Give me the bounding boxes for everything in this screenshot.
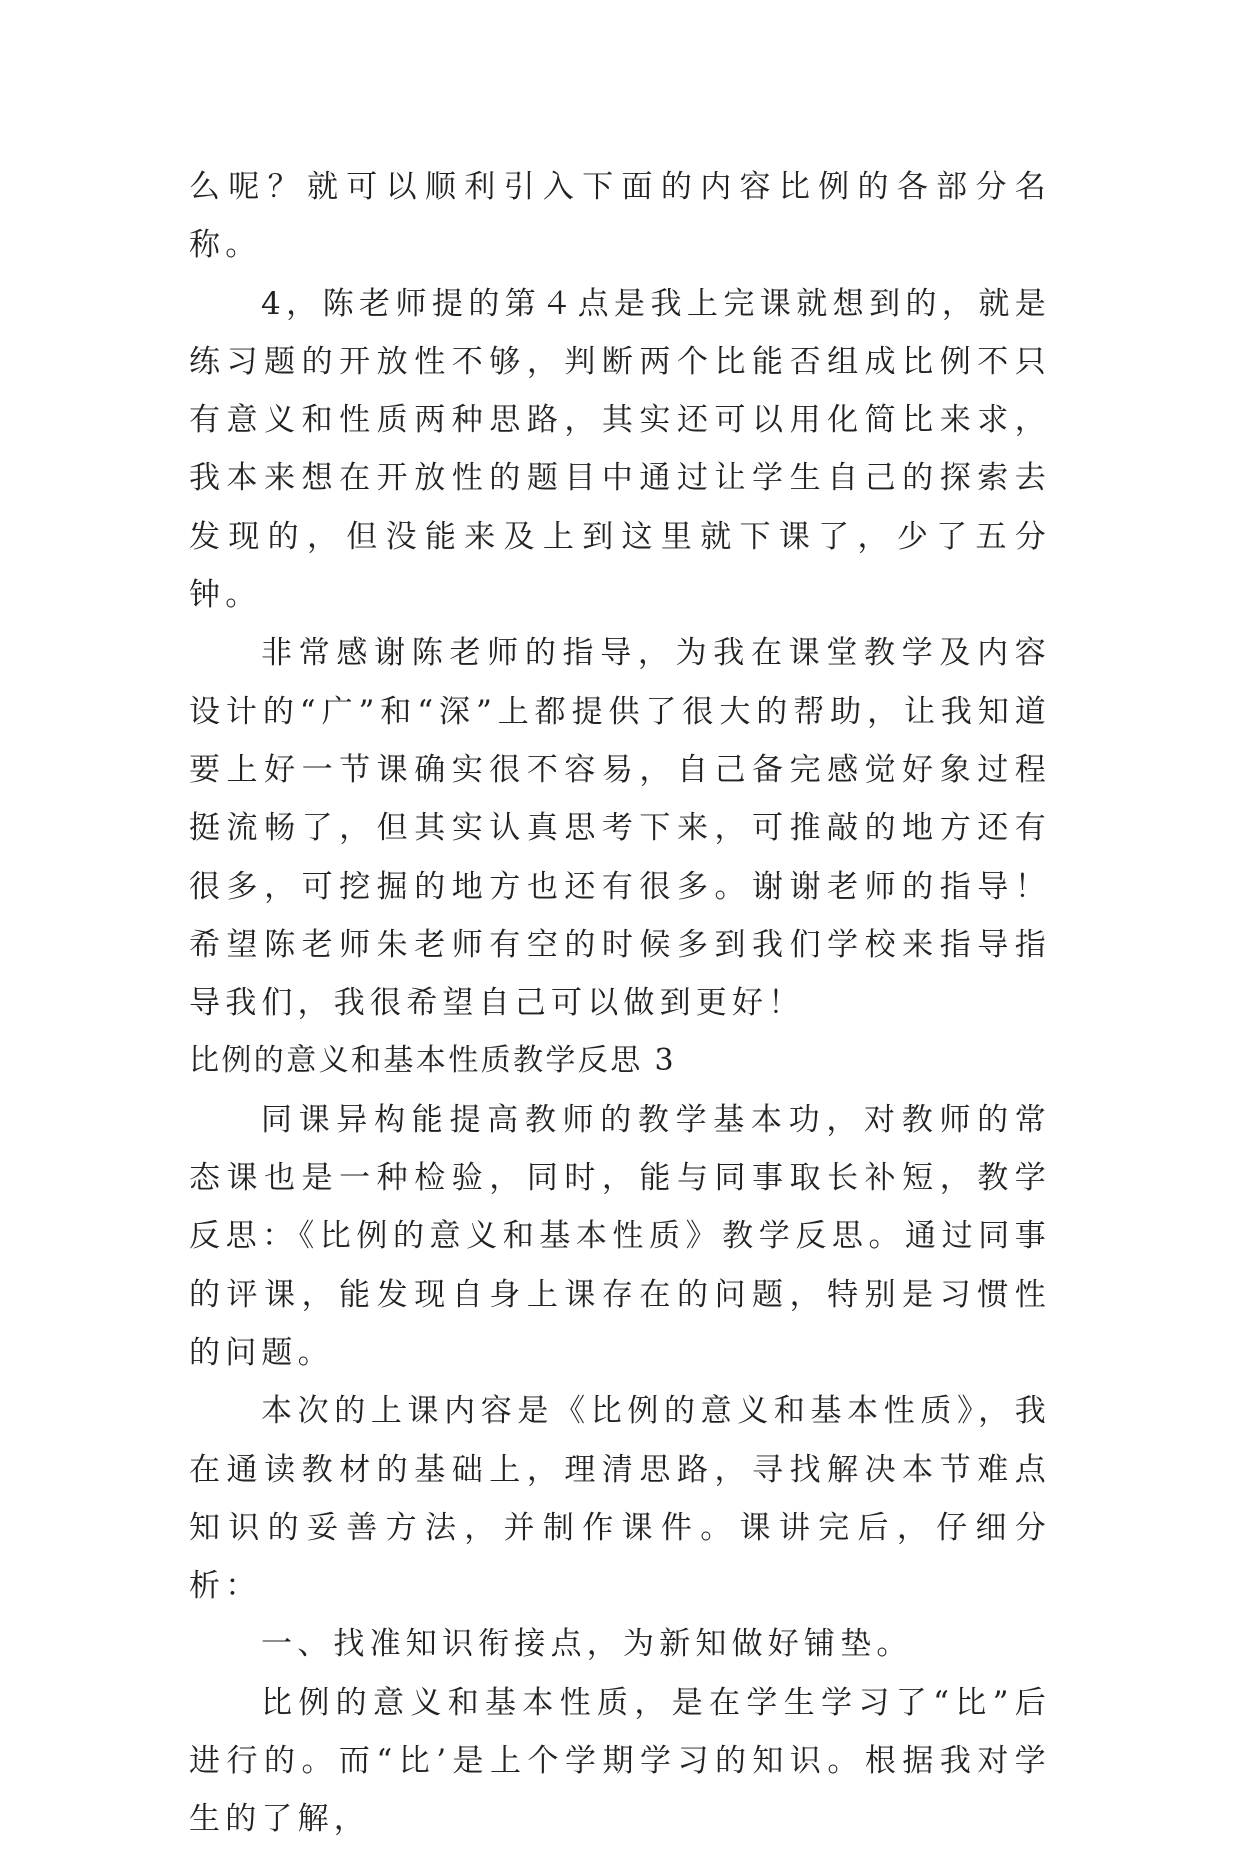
section-heading: 比例的意义和基本性质教学反思 3 <box>189 1043 677 1079</box>
paragraph-point-4: 4，陈老师提的第４点是我上完课就想到的，就是练习题的开放性不够，判断两个比能否组成比例不只有意义和性质两种思路，其实还可以用化简比来求，我本来想在开放性的题目中通过让学生自己的探索去发现的，但没能来及上到这里就下课了，少了五分钟。 <box>189 285 1051 614</box>
paragraph-continuation: 么呢？就可以顺利引入下面的内容比例的各部分名称。 <box>189 169 1051 264</box>
paragraph-point-one-body: 比例的意义和基本性质，是在学生学习了“比”后进行的。而“比’是上个学期学习的知识。根据我对学生的了解， <box>189 1684 1051 1838</box>
document-body <box>189 158 1051 1849</box>
paragraph-thanks: 非常感谢陈老师的指导，为我在课堂教学及内容设计的“广”和“深”上都提供了很大的帮助，让我知道要上好一节课确实很不容易，自己备完感觉好象过程挺流畅了，但其实认真思考下来，可推敲的地方还有很多，可挖掘的地方也还有很多。谢谢老师的指导！希望陈老师朱老师有空的时候多到我们学校来指导指导我们，我很希望自己可以做到更好！ <box>189 635 1051 1022</box>
paragraph-intro: 同课异构能提高教师的教学基本功，对教师的常态课也是一种检验，同时，能与同事取长补短，教学反思：《比例的意义和基本性质》教学反思。通过同事的评课，能发现自身上课存在的问题，特别是习惯性的问题。 <box>189 1101 1051 1371</box>
paragraph-point-one-heading: 一、找准知识衔接点，为新知做好铺垫。 <box>261 1626 913 1663</box>
paragraph-lesson-content: 本次的上课内容是《比例的意义和基本性质》，我在通读教材的基础上，理清思路，寻找解决本节难点知识的妥善方法，并制作课件。课讲完后，仔细分析： <box>189 1393 1051 1605</box>
